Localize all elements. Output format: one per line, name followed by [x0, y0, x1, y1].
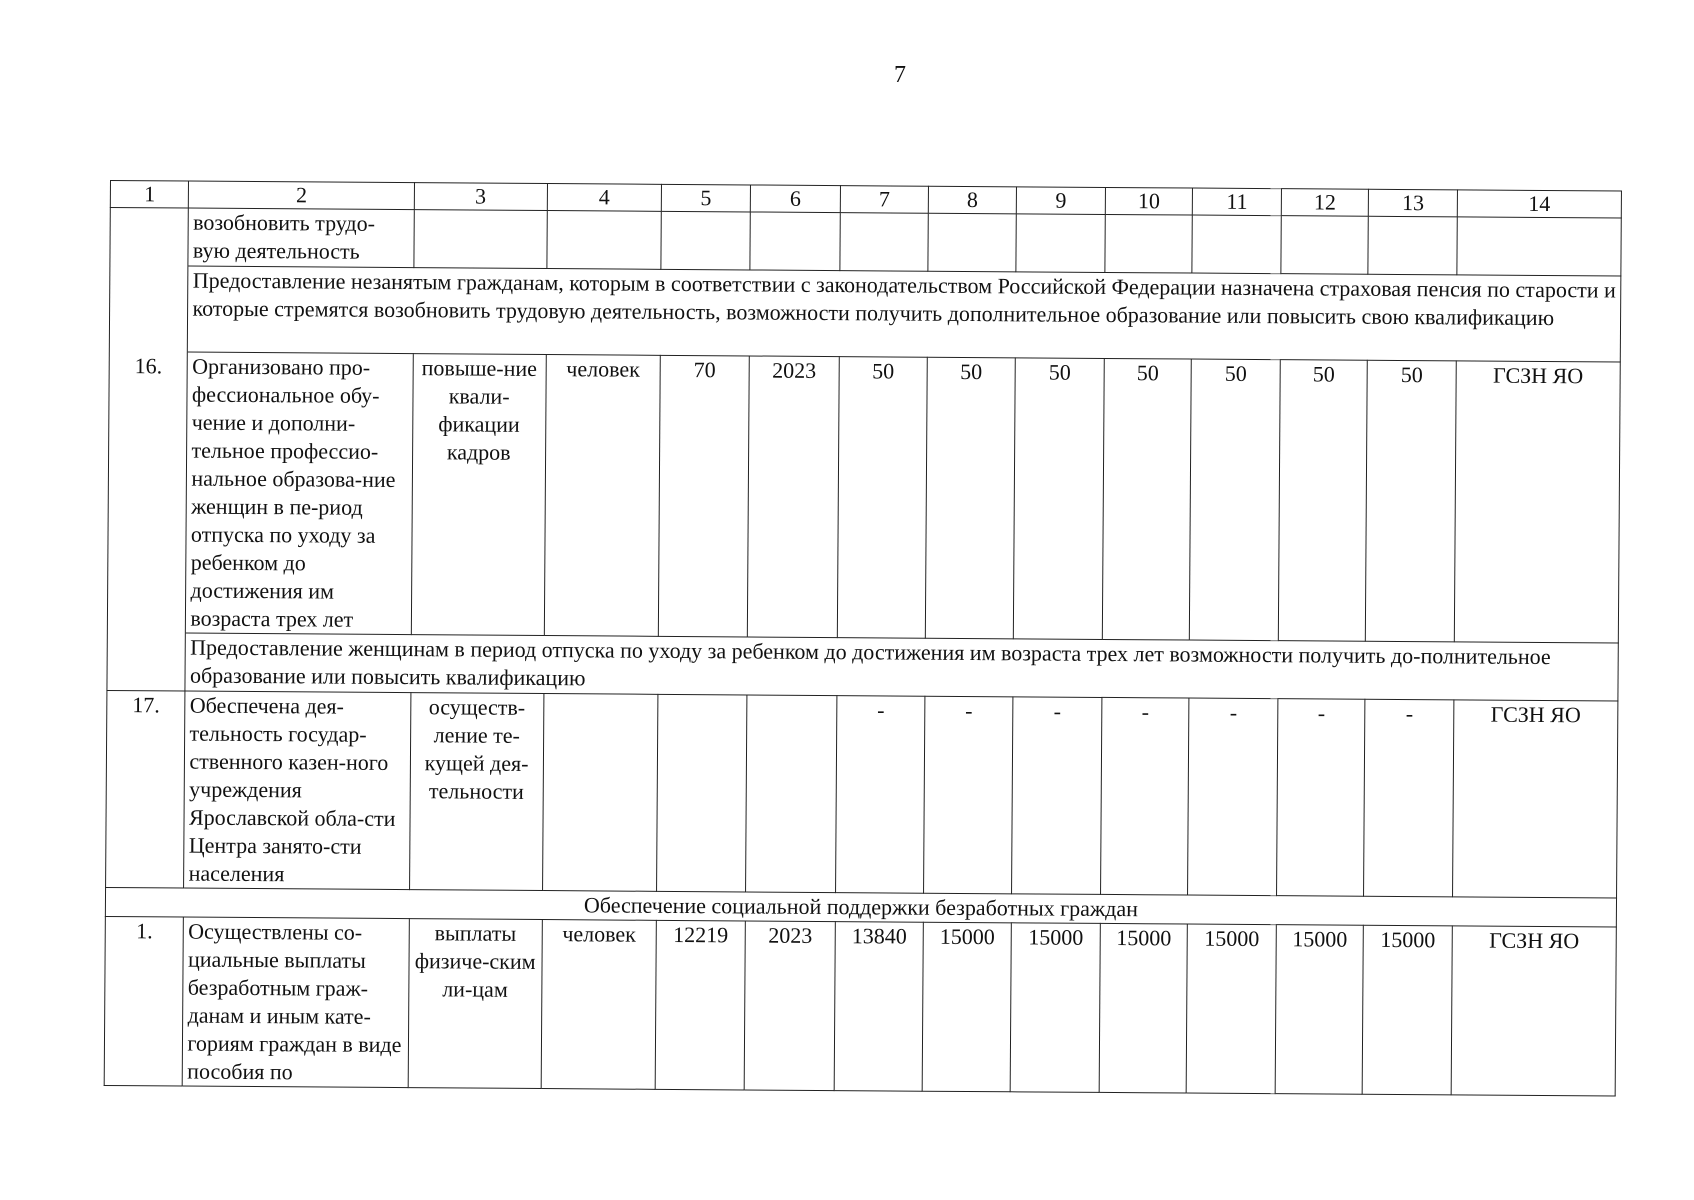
base-year [745, 695, 837, 893]
year-value: 50 [1366, 360, 1456, 642]
year-value: - [923, 696, 1013, 894]
year-value: - [1012, 697, 1102, 895]
row-number: 17. [106, 690, 186, 888]
column-header: 4 [547, 184, 662, 212]
executor: ГСЗН ЯО [1452, 700, 1617, 898]
result-description: Организовано про-фессиональное обу-чение и дополни-тельное профессио-нальное образова-ние женщин в пе-риод отпуска по уходу за ребенком до достижения им возраста трех лет [186, 352, 413, 635]
year-value: - [1188, 698, 1278, 896]
empty-cell [928, 213, 1017, 272]
empty-cell [1105, 214, 1193, 273]
year-value: 50 [1278, 360, 1367, 642]
year-value: - [836, 696, 925, 894]
column-header: 1 [110, 181, 189, 209]
unit: человек [544, 355, 661, 637]
page-number: 7 [894, 62, 906, 88]
task-row [107, 632, 1618, 701]
year-value: 15000 [1186, 924, 1276, 1094]
year-value: 15000 [1363, 925, 1453, 1095]
table-row [106, 690, 1618, 898]
unit: человек [541, 920, 657, 1090]
empty-cell [840, 213, 928, 272]
column-header: 3 [414, 183, 547, 211]
plan-table-wrapper [104, 180, 1622, 1097]
empty-cell [661, 211, 750, 270]
year-value: 50 [925, 357, 1015, 639]
column-header: 6 [750, 185, 841, 213]
column-header: 11 [1193, 188, 1282, 216]
column-header: 10 [1105, 187, 1193, 215]
year-value: 50 [1014, 358, 1104, 640]
empty-cell [750, 212, 841, 271]
empty-cell [414, 210, 547, 269]
column-header: 2 [189, 181, 415, 210]
row-number: 1. [104, 916, 184, 1086]
unit [542, 694, 658, 892]
task-description: Предоставление незанятым гражданам, которым в соответствии с законодательством Российской Федерации назначена страховая пенсия по старости и которые стремятся возобновить трудовую деятельность, возможности получить дополнительное образование или повысить свою квалификацию [188, 266, 1621, 362]
year-value: 50 [1102, 358, 1191, 640]
empty-cell [1457, 217, 1622, 276]
year-value: 13840 [834, 922, 923, 1092]
base-value [657, 694, 747, 892]
result-description: Обеспечена дея-тельность государ-ственного казен-ного учреждения Ярославской обла-сти Центра занято-сти населения [184, 691, 411, 890]
column-header: 7 [841, 186, 929, 214]
year-value: - [1364, 699, 1454, 897]
year-value: - [1276, 699, 1365, 897]
row-number: 16. [107, 351, 187, 633]
task-row [109, 266, 1621, 363]
column-header: 8 [928, 186, 1017, 214]
base-year: 2023 [747, 356, 839, 638]
table-row [107, 351, 1620, 643]
result-type: осуществ-ление те-кущей дея-тельности [409, 693, 543, 891]
empty-cell [109, 266, 188, 353]
base-value: 12219 [655, 920, 745, 1090]
empty-cell [1368, 216, 1457, 275]
continuation-text: возобновить трудо-вую деятельность [188, 208, 414, 268]
base-value: 70 [659, 355, 749, 637]
empty-cell [546, 211, 661, 270]
result-type: повыше-ние квали-фикации кадров [411, 354, 546, 636]
empty-cell [110, 208, 189, 267]
year-value: 15000 [1010, 923, 1100, 1093]
executor: ГСЗН ЯО [1454, 361, 1620, 643]
year-value: - [1100, 697, 1189, 895]
empty-cell [1192, 215, 1281, 274]
continuation-row [110, 208, 1621, 277]
section-title: Обеспечение социальной поддержки безработных граждан [105, 887, 1616, 927]
empty-cell [1016, 214, 1105, 273]
year-value: 50 [838, 357, 927, 639]
task-description: Предоставление женщинам в период отпуска по уходу за ребенком до достижения им возраста трех лет возможности получить до-полнительное образование или повысить квалификацию [185, 633, 1618, 701]
year-value: 15000 [1275, 925, 1364, 1095]
executor: ГСЗН ЯО [1451, 926, 1616, 1096]
year-value: 15000 [1099, 923, 1188, 1093]
empty-cell [107, 632, 186, 691]
plan-table [104, 180, 1622, 1097]
year-value: 50 [1190, 359, 1280, 641]
column-header: 13 [1369, 189, 1458, 217]
result-type: выплаты физиче-ским ли-цам [408, 919, 542, 1089]
year-value: 15000 [922, 922, 1012, 1092]
column-header: 9 [1017, 187, 1106, 215]
base-year: 2023 [744, 921, 836, 1091]
table-row [104, 916, 1616, 1096]
result-description: Осуществлены со-циальные выплаты безработным граж-данам и иным кате-гориям граждан в виде пособия по [183, 917, 410, 1088]
empty-cell [1281, 216, 1369, 275]
column-header: 5 [662, 184, 751, 212]
column-header: 14 [1457, 190, 1621, 218]
column-header: 12 [1281, 189, 1369, 217]
